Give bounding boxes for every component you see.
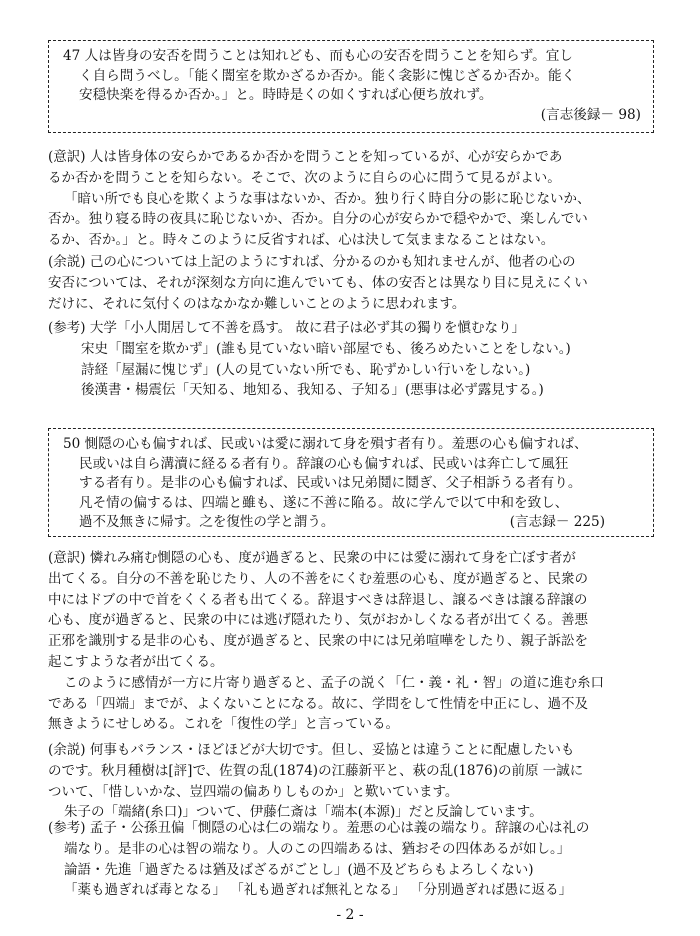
text-line: (参考) 孟子・公孫丑偏「惻隠の心は仁の端なり。羞悪の心は義の端なり。辞譲の心は礼の xyxy=(48,820,590,836)
quote-line: 50 惻隠の心も偏すれば、民或いは愛に溺れて身を殞す者有り。羞悪の心も偏すれば、 xyxy=(63,436,588,452)
text-line: 「薬も過ぎれば毒となる」 「礼も過ぎれば無礼となる」 「分別過ぎれば愚に返る」 xyxy=(64,882,573,899)
text-line: 心も、度が過ぎると、民衆の中には逃げ隠れたり、気がおかしくなる者が出てくる。善悪 xyxy=(48,612,588,629)
text-line: 無きようにせしめる。これを「復性の学」と言っている。 xyxy=(48,716,399,733)
interpretation-section-50 xyxy=(48,548,664,735)
text-line: 安否については、それが深刻な方向に進んでいても、体の安否とは異なり目に見えにくい xyxy=(48,274,588,291)
quote-line: する者有り。是非の心も偏すれば、民或いは兄弟鬩に鬩ぎ、父子相訴うる者有り。 xyxy=(79,475,582,491)
text-line: (意訳) 憐れみ痛む惻隠の心も、度が過ぎると、民衆の中には愛に溺れて身を亡ぼす者が xyxy=(48,550,576,566)
text-line: だけに、それに気付くのはなかなか難しいことのように思われます。 xyxy=(48,295,466,312)
text-line: 論語・先進「過ぎたるは猶及ばざるがごとし」(過不及どちらもよろしくない) xyxy=(64,861,534,878)
text-line: 後漢書・楊震伝「天知る、地知る、我知る、子知る」(悪事は必ず露見する。) xyxy=(81,382,544,399)
text-line: 端なり。是非の心は智の端なり。人のこの四端あるは、猶おその四体あるが如し。」 xyxy=(64,840,571,857)
commentary-section-47 xyxy=(48,252,664,314)
text-line: 否か。独り寝る時の夜具に恥じないか、否か。自分の心が安らかで穏やかで、楽しんでい xyxy=(48,211,588,228)
quote-source: (言志録－ 225) xyxy=(509,514,605,530)
text-line: このように感情が一方に片寄り過ぎると、孟子の説く「仁・義・礼・智」の道に進む糸口 xyxy=(64,674,604,691)
text-line: 起こすような者が出てくる。 xyxy=(48,653,224,670)
reference-section-50 xyxy=(48,818,664,901)
text-line: 「暗い所でも良心を欺くような事はないか、否か。独り行く時自分の影に恥じないか、 xyxy=(64,190,591,207)
quote-line: 凡そ情の偏するは、四端と雖も、遂に不善に陥る。故に学んで以て中和を致し、 xyxy=(79,494,569,511)
text-line: (参考) 大学「小人閒居して不善を爲す。 故に君子は必ず其の獨りを愼むなり」 xyxy=(48,320,526,336)
quote-line: 安穏快楽を得るか否か。」と。時時是くの如くすれば心便ち放れず。 xyxy=(79,87,493,103)
text-line: (意訳) 人は皆身体の安らかであるか否かを問うことを知っているが、心が安らかであ xyxy=(48,149,563,165)
quote-source: (言志後録－ 98) xyxy=(540,106,641,123)
interpretation-section-47 xyxy=(48,147,664,251)
quote-line: 47 人は皆身の安否を問うことは知れども、而も心の安否を問うことを知らず。宜し xyxy=(63,48,573,64)
quote-line: く自ら問うべし。「能く闇室を欺かざるか否か。能く衾影に愧じざるか否か。能く xyxy=(79,67,576,84)
text-line: るか否かを問うことを知らない。そこで、次のように自らの心に問うて見るがよい。 xyxy=(48,169,561,186)
text-line: 中にはドブの中で首をくくる者も出てくる。辞退すべきは辞退し、譲るべきは譲る辞譲の xyxy=(48,591,588,608)
reference-section-47 xyxy=(48,318,664,401)
text-line: 出てくる。自分の不善を恥じたり、人の不善をにくむ羞悪の心も、度が過ぎると、民衆の xyxy=(48,570,588,587)
text-line: 詩経「屋漏に愧じず」(人の見ていない所でも、恥ずかしい行いをしない。) xyxy=(81,361,531,378)
text-line: (余説) 己の心については上記のようにすれば、分かるのかも知れませんが、他者の心の xyxy=(48,254,576,270)
quote-line: 過不及無きに帰す。之を復性の学と謂う。 xyxy=(79,514,335,530)
text-line: るか、否か。」と。時々このように反省すれば、心は決して気ままなることはない。 xyxy=(48,232,555,249)
text-line: ついて、「惜しいかな、豈四端の偏ありしものか」と歎いています。 xyxy=(48,783,459,800)
text-line: 正邪を識別する是非の心も、度が過ぎると、民衆の中には兄弟喧嘩をしたり、親子訴訟を xyxy=(48,633,588,650)
page-number: - 2 - xyxy=(336,907,364,923)
text-line: 朱子の「端緒(糸口)」ついて、伊藤仁斎は「端本(本源)」だと反論しています。 xyxy=(64,804,543,821)
quote-box-50 xyxy=(48,428,654,537)
text-line: のです。秋月種樹は[評]で、佐賀の乱(1874)の江藤新平と、萩の乱(1876)の前原 一誠に xyxy=(48,762,584,779)
quote-last-line-row xyxy=(63,513,645,533)
text-line: (余説) 何事もバランス・ほどほどが大切です。但し、妥協とは違うことに配慮したいも xyxy=(48,742,575,758)
quote-line: 民或いは自ら溝瀆に経るる者有り。辞譲の心も偏すれば、民或いは奔亡して風狂 xyxy=(79,455,569,472)
commentary-section-50 xyxy=(48,740,664,823)
text-line: である「四端」までが、よくないことになる。故に、学問をして性情を中正にし、過不及 xyxy=(48,695,588,712)
text-line: 宋史「闇室を欺かず」(誰も見ていない暗い部屋でも、後ろめたいことをしない。) xyxy=(81,340,571,357)
quote-box-47 xyxy=(48,40,654,133)
